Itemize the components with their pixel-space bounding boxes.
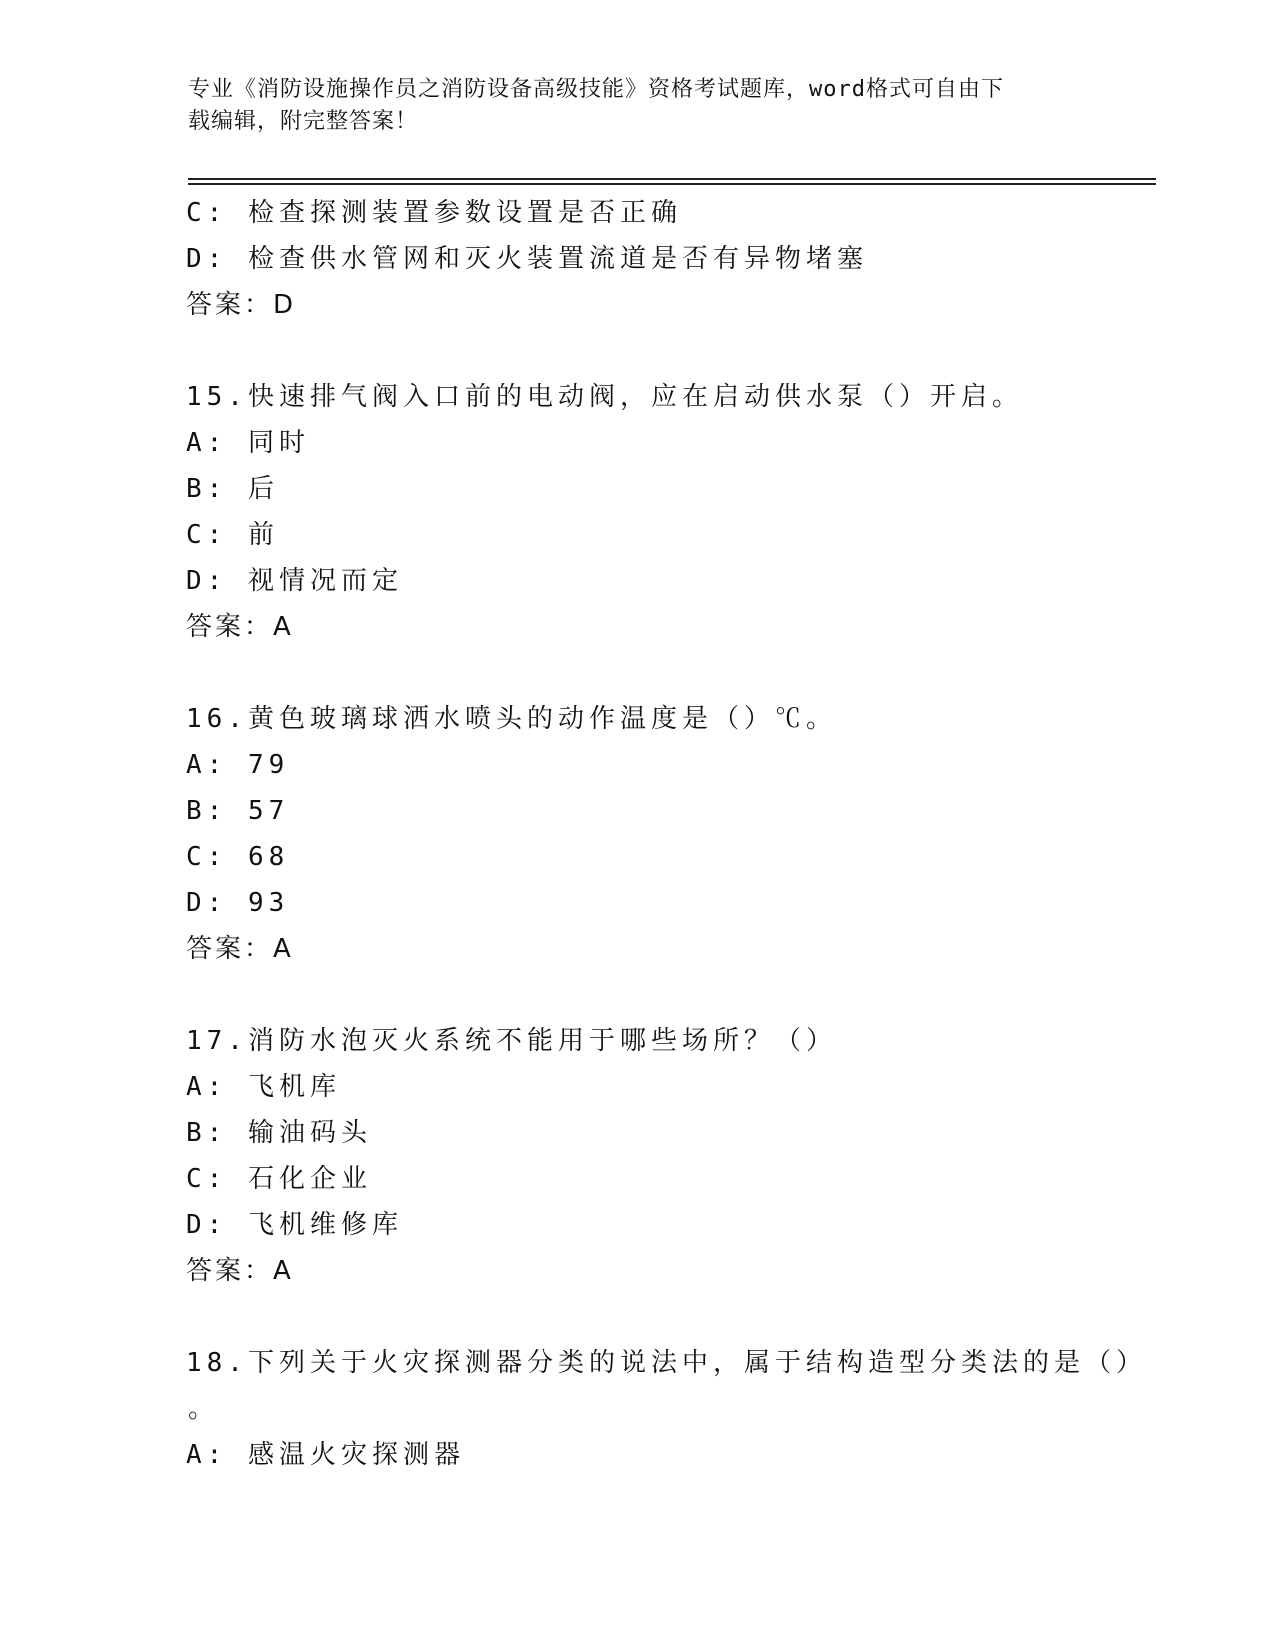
option-c: C: 68: [186, 842, 290, 872]
question-text: 15.快速排气阀入口前的电动阀，应在启动供水泵（）开启。: [186, 382, 1023, 412]
option-d: D: 视情况而定: [186, 566, 403, 596]
question-18: [186, 1340, 1147, 1478]
spacer: [186, 328, 1086, 374]
option-c: C: 石化企业: [186, 1164, 372, 1194]
answer: 答案：A: [186, 1256, 294, 1286]
question-text: 18.下列关于火灾探测器分类的说法中，属于结构造型分类法的是（）: [186, 1348, 1147, 1378]
question-text: 16.黄色玻璃球洒水喷头的动作温度是（）℃。: [186, 704, 837, 734]
question-text: 17.消防水泡灭火系统不能用于哪些场所？（）: [186, 1026, 837, 1056]
header-rule-bottom: [188, 183, 1156, 185]
question-14-partial: [186, 190, 1086, 328]
spacer: [186, 972, 1086, 1018]
answer: 答案：A: [186, 934, 294, 964]
option-b: B: 后: [186, 474, 279, 504]
option-d: D: 检查供水管网和灭火装置流道是否有异物堵塞: [186, 244, 868, 274]
option-b: B: 57: [186, 796, 290, 826]
option-a: A: 同时: [186, 428, 310, 458]
option-a: A: 飞机库: [186, 1072, 341, 1102]
option-b: B: 输油码头: [186, 1118, 372, 1148]
option-d: D: 93: [186, 888, 290, 918]
option-a: A: 感温火灾探测器: [186, 1440, 465, 1470]
question-17: [186, 1018, 1086, 1294]
spacer: [186, 650, 1086, 696]
option-c: C: 前: [186, 520, 279, 550]
question-list: [186, 190, 1147, 1478]
answer: 答案：D: [186, 290, 297, 320]
question-text-tail: 。: [188, 1394, 215, 1424]
document-header: [188, 74, 1068, 138]
header-line-1: 专业《消防设施操作员之消防设备高级技能》资格考试题库，word格式可自由下: [188, 77, 1004, 102]
question-16: [186, 696, 1086, 972]
answer: 答案：A: [186, 612, 294, 642]
option-c: C: 检查探测装置参数设置是否正确: [186, 198, 682, 228]
header-rule-top: [188, 178, 1156, 180]
option-d: D: 飞机维修库: [186, 1210, 403, 1240]
header-line-2: 载编辑，附完整答案！: [188, 109, 419, 134]
question-15: [186, 374, 1086, 650]
option-a: A: 79: [186, 750, 290, 780]
spacer: [186, 1294, 1086, 1340]
